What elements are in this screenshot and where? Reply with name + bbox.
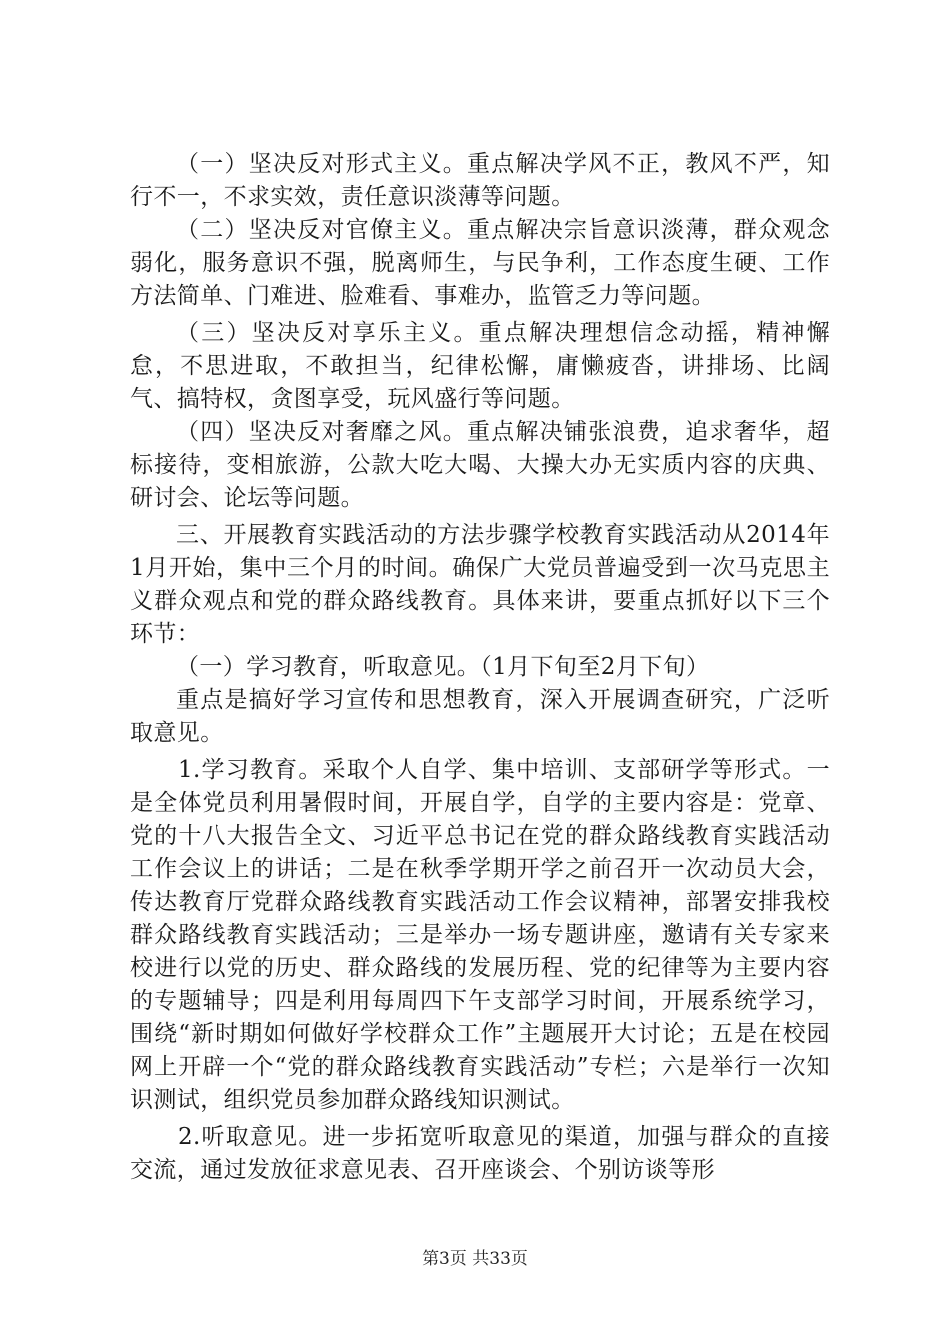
paragraph-step-one-focus: 重点是搞好学习宣传和思想教育，深入开展调查研究，广泛听取意见。 [130,687,830,746]
document-body [130,148,830,1187]
page-number-footer: 第3页 共33页 [422,1249,528,1269]
paragraph-oppose-hedonism: （三）坚决反对享乐主义。重点解决理想信念动摇，精神懈怠，不思进取，不敢担当，纪律松懈，庸懒疲沓，讲排场、比阔气、搞特权，贪图享受，玩风盛行等问题。 [130,320,830,412]
paragraph-listen-opinions: 2.听取意见。进一步拓宽听取意见的渠道，加强与群众的直接交流，通过发放征求意见表、召开座谈会、个别访谈等形 [130,1124,830,1183]
paragraph-step-one-heading: （一）学习教育，听取意见。（1月下旬至2月下旬） [176,654,710,680]
paragraph-section-three-methods: 三、开展教育实践活动的方法步骤学校教育实践活动从2014年1月开始，集中三个月的时间。确保广大党员普遍受到一次马克思主义群众观点和党的群众路线教育。具体来讲，要重点抓好以下三个环节： [130,522,830,647]
paragraph-study-education: 1.学习教育。采取个人自学、集中培训、支部研学等形式。一是全体党员利用暑假时间，开展自学，自学的主要内容是：党章、党的十八大报告全文、习近平总书记在党的群众路线教育实践活动工作会议上的讲话；二是在秋季学期开学之前召开一次动员大会，传达教育厅党群众路线教育实践活动工作会议精神，部署安排我校群众路线教育实践活动；三是举办一场专题讲座，邀请有关专家来校进行以党的历史、群众路线的发展历程、党的纪律等为主要内容的专题辅导；四是利用每周四下午支部学习时间，开展系统学习，围绕“新时期如何做好学校群众工作”主题展开大讨论；五是在校园网上开辟一个“党的群众路线教育实践活动”专栏；六是举行一次知识测试，组织党员参加群众路线知识测试。 [130,757,830,1113]
paragraph-oppose-bureaucratism: （二）坚决反对官僚主义。重点解决宗旨意识淡薄，群众观念弱化，服务意识不强，脱离师生，与民争利，工作态度生硬、工作方法简单、门难进、脸难看、事难办，监管乏力等问题。 [130,217,830,309]
paragraph-oppose-formalism: （一）坚决反对形式主义。重点解决学风不正，教风不严，知行不一，不求实效，责任意识淡薄等问题。 [130,151,830,210]
paragraph-oppose-extravagance: （四）坚决反对奢靡之风。重点解决铺张浪费，追求奢华，超标接待，变相旅游，公款大吃大喝、大操大办无实质内容的庆典、研讨会、论坛等问题。 [130,419,830,511]
